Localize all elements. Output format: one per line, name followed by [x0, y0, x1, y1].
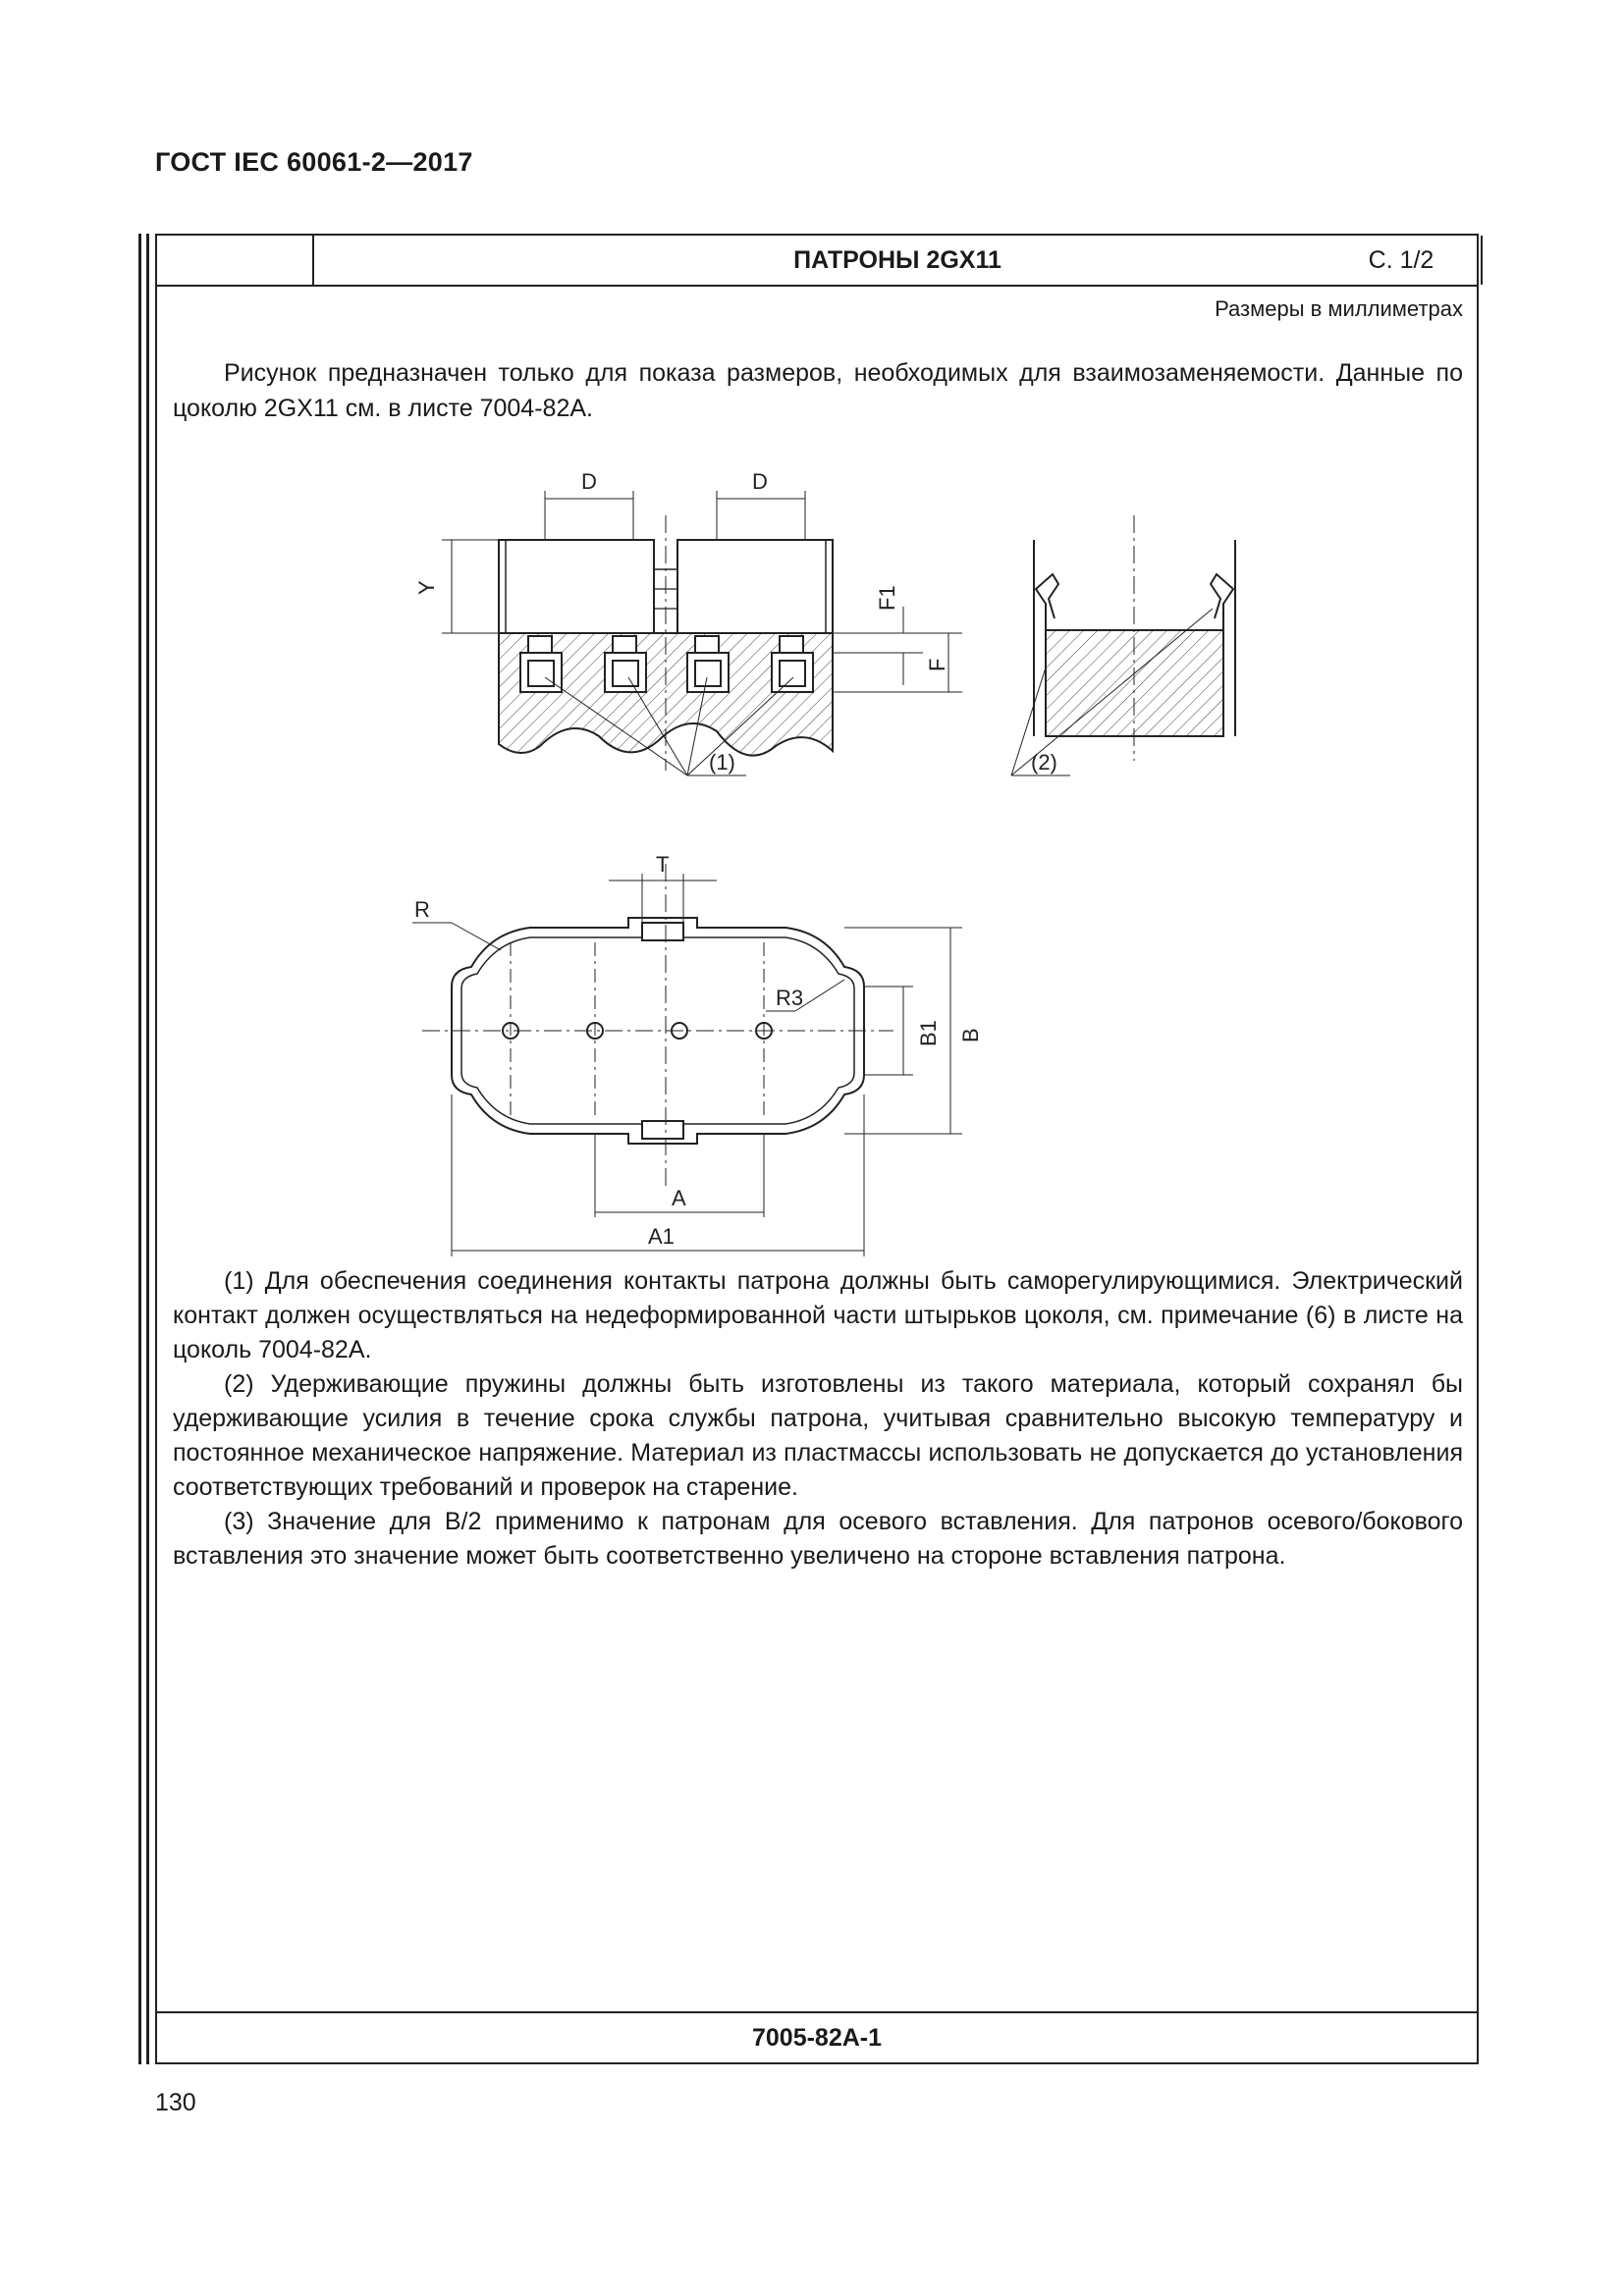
sheet-title: ПАТРОНЫ 2GX11 [314, 236, 1483, 285]
note-2: (2) Удерживающие пружины должны быть изготовлены из такого материала, который сохранял бы удерживающие усилия в течение срока службы патрона, учитывая сравнительно высокую температуру и постоянное механическое напряжение. Материал из пластмассы использовать не допускается до установления соответствующих требований и проверок на старение. [173, 1370, 1463, 1501]
dim-label-a1: A1 [648, 1224, 675, 1249]
note-marker-1: (1) [709, 750, 735, 774]
sheet-frame [155, 234, 1479, 2064]
dim-label-b: B [958, 1028, 983, 1042]
dim-label-a: A [672, 1186, 686, 1210]
dim-label-r: R [414, 897, 430, 922]
dim-label-y: Y [414, 580, 439, 595]
intro-paragraph: Рисунок предназначен только для показа размеров, необходимых для взаимозаменяемости. Данные по цоколю 2GX11 см. в листе 7004-82А. [173, 359, 1463, 422]
dim-label-b1: B1 [916, 1020, 941, 1046]
units-note: Размеры в миллиметрах [1215, 296, 1463, 321]
sheet-code: 7005-82А-1 [157, 2011, 1477, 2062]
note-1: (1) Для обеспечения соединения контакты патрона должны быть саморегулирующимися. Электрический контакт должен осуществляться на недеформированной части штырьков цоколя, см. примечание (6) в листе на цоколь 7004-82А. [173, 1267, 1463, 1363]
page-number: 130 [155, 2089, 196, 2116]
dim-label-t: T [656, 852, 670, 877]
technical-drawing [157, 432, 1477, 1256]
note-marker-2: (2) [1031, 750, 1057, 774]
holder-body-right [677, 540, 833, 633]
dim-label-d-right: D [752, 469, 768, 494]
title-row [157, 236, 1477, 287]
notes-section [173, 1264, 1463, 1574]
title-cell-empty [157, 236, 314, 285]
dim-label-f1: F1 [875, 585, 899, 611]
dim-label-f: F [925, 658, 949, 671]
note-3: (3) Значение для B/2 применимо к патронам для осевого вставления. Для патронов осевого/бокового вставления это значение может быть соответственно увеличено на стороне вставления патрона. [173, 1508, 1463, 1570]
dim-label-r3: R3 [776, 986, 804, 1010]
document-header: ГОСТ IEC 60061-2—2017 [155, 147, 473, 177]
intro-text [173, 355, 1463, 426]
frame-double-line [146, 234, 149, 2064]
holder-body-left [499, 540, 654, 633]
dim-label-d-left: D [581, 469, 597, 494]
sheet-number: С. 1/2 [1368, 245, 1435, 274]
frame-double-line [138, 234, 141, 2064]
